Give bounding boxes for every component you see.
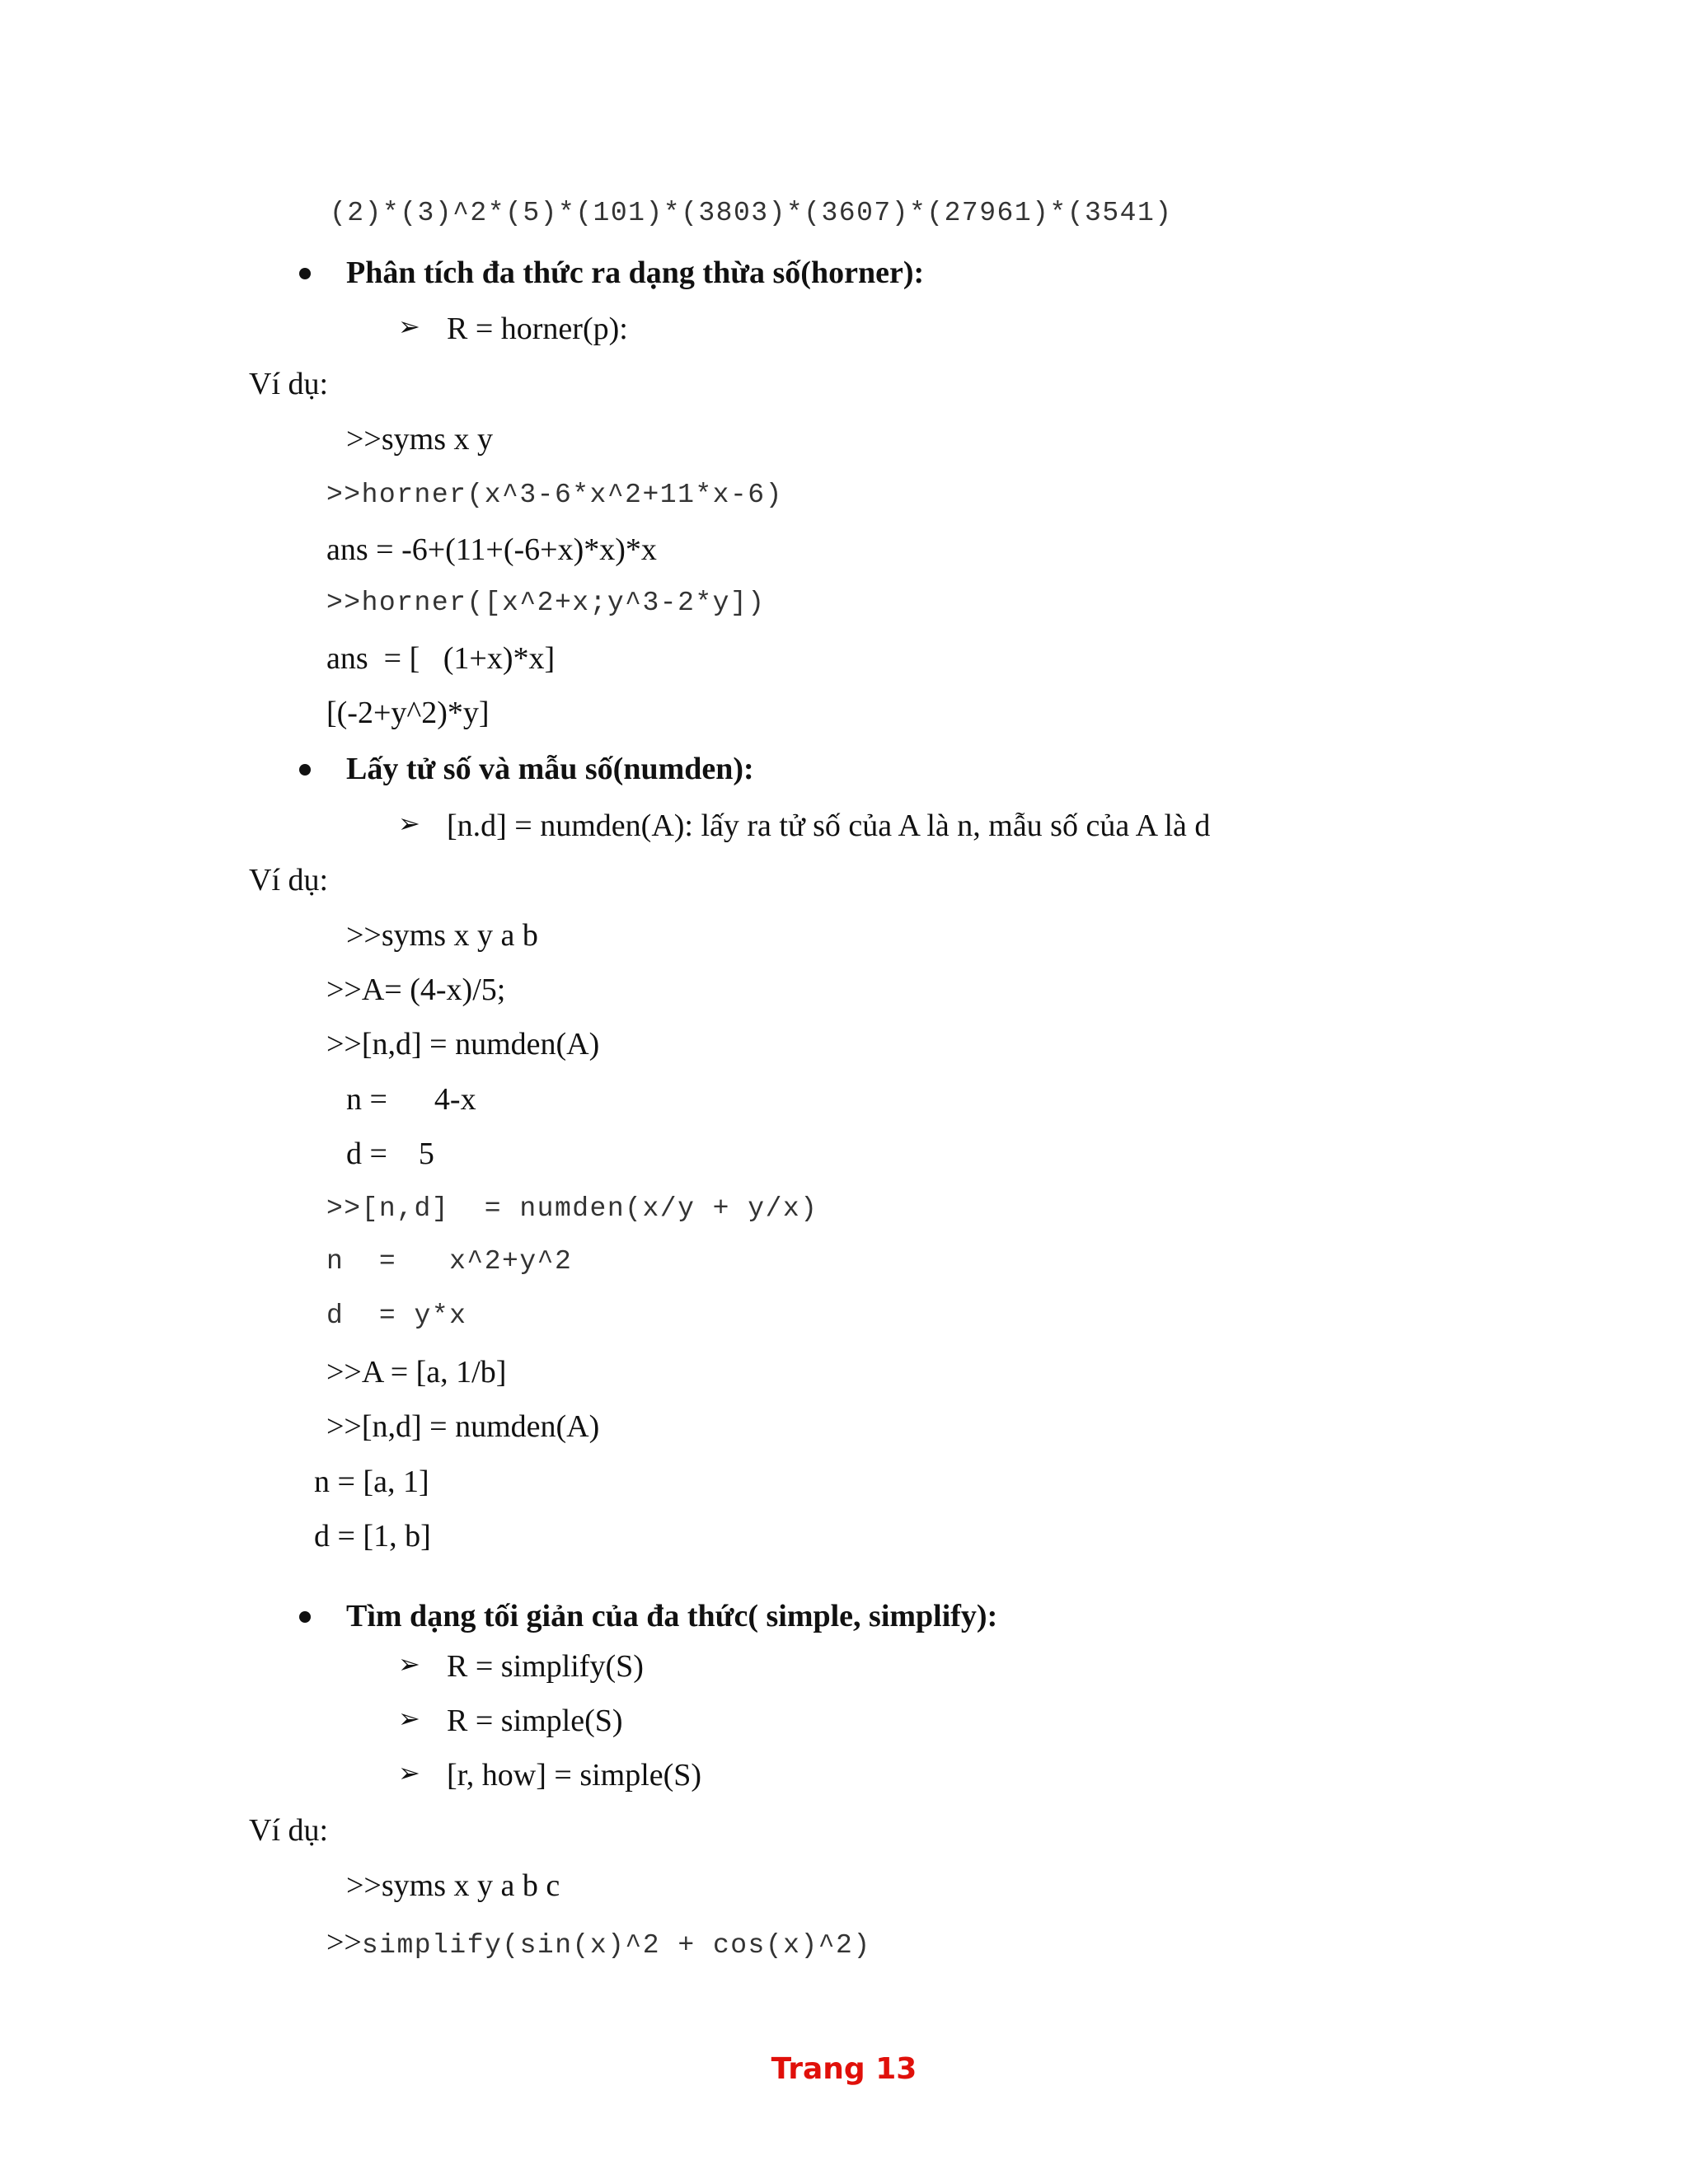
code-line: >>syms x y a b c <box>346 1868 560 1903</box>
code-line: >>syms x y a b <box>346 918 538 953</box>
output-line: [(-2+y^2)*y] <box>326 696 490 730</box>
output-line: n = 4-x <box>346 1082 476 1117</box>
output-line: d = y*x <box>326 1301 467 1331</box>
example-label: Ví dụ: <box>249 1813 329 1848</box>
arrowhead-icon: ➢ <box>398 1703 420 1734</box>
arrowhead-icon: ➢ <box>398 311 420 342</box>
prompt: >> <box>326 1925 362 1960</box>
numden-syntax: [n.d] = numden(A): lấy ra tử số của A là n, mẫu số của A là d <box>447 808 1211 843</box>
output-line: n = x^2+y^2 <box>326 1246 573 1277</box>
output-line: n = [a, 1] <box>314 1465 429 1499</box>
code-line: >>[n,d] = numden(x/y + y/x) <box>326 1193 818 1224</box>
command: simplify(sin(x)^2 + cos(x)^2) <box>361 1930 871 1961</box>
factor-result-line: (2)*(3)^2*(5)*(101)*(3803)*(3607)*(27961)*(3541) <box>330 198 1173 228</box>
simplify-syntax: R = simple(S) <box>447 1704 623 1738</box>
arrowhead-icon: ➢ <box>398 808 420 839</box>
numden-heading: Lấy tử số và mẫu số(numden): <box>346 752 754 786</box>
simplify-syntax: R = simplify(S) <box>447 1649 644 1684</box>
code-line <box>326 1927 871 1959</box>
code-line: >>A= (4-x)/5; <box>326 972 506 1007</box>
horner-syntax: R = horner(p): <box>447 312 628 346</box>
code-line: >>[n,d] = numden(A) <box>326 1409 600 1444</box>
output-line: d = [1, b] <box>314 1519 431 1554</box>
page-number: Trang 13 <box>771 2052 917 2086</box>
arrowhead-icon: ➢ <box>398 1757 420 1788</box>
output-line: ans = -6+(11+(-6+x)*x)*x <box>326 532 657 567</box>
bullet-dot-icon <box>299 1611 311 1623</box>
code-line: >>horner([x^2+x;y^3-2*y]) <box>326 588 766 618</box>
output-line: d = 5 <box>346 1137 434 1171</box>
simplify-heading: Tìm dạng tối giản của đa thức( simple, simplify): <box>346 1599 998 1633</box>
output-line: ans = [ (1+x)*x] <box>326 641 556 676</box>
simplify-syntax: [r, how] = simple(S) <box>447 1758 702 1793</box>
bullet-dot-icon <box>299 764 311 776</box>
code-line: >>horner(x^3-6*x^2+11*x-6) <box>326 480 783 510</box>
code-line: >>syms x y <box>346 422 493 457</box>
example-label: Ví dụ: <box>249 367 329 401</box>
bullet-dot-icon <box>299 268 311 279</box>
horner-heading: Phân tích đa thức ra dạng thừa số(horner): <box>346 255 925 290</box>
code-line: >>[n,d] = numden(A) <box>326 1027 600 1062</box>
arrowhead-icon: ➢ <box>398 1648 420 1680</box>
example-label: Ví dụ: <box>249 863 329 898</box>
code-line: >>A = [a, 1/b] <box>326 1355 507 1390</box>
